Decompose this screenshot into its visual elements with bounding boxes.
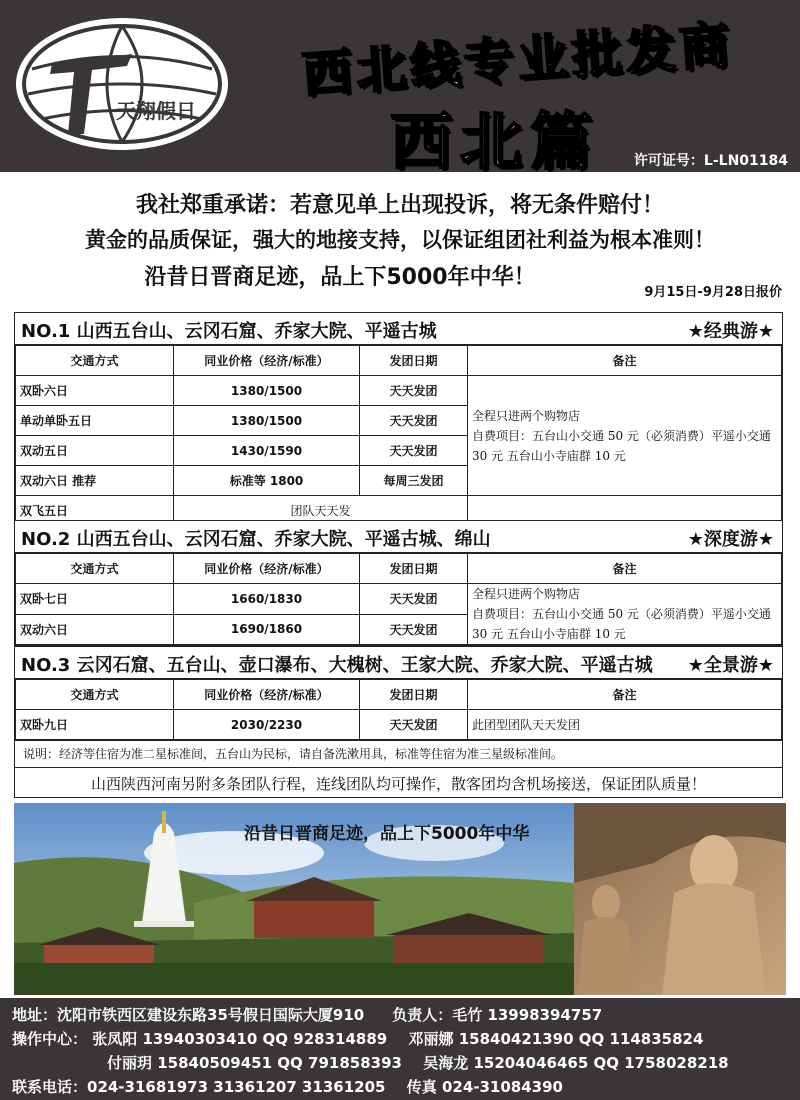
cell-price: 1430/1590	[174, 436, 360, 466]
manager-contact: 负责人：毛竹 13998394757	[392, 1006, 603, 1024]
explanation-note: 说明：经济等住宿为准二星标准间，五台山为民标，请自备洗漱用具，标准等住宿为准三星级标准间。	[14, 738, 783, 768]
cell-date: 天天发团	[360, 710, 468, 740]
route-3-tag: ★全景游★	[687, 655, 774, 676]
table-header-row	[16, 554, 782, 584]
cell-date: 天天发团	[360, 436, 468, 466]
cell-price: 标准等 1800	[174, 466, 360, 496]
col-date: 发团日期	[360, 554, 468, 584]
table-header-row	[16, 346, 782, 376]
cell-date: 天天发团	[360, 376, 468, 406]
ops-phone: 15204046465	[473, 1054, 589, 1072]
cell-price: 团队天天发	[174, 496, 468, 526]
footer-ops-row-1	[12, 1028, 703, 1049]
footer-contacts	[0, 998, 800, 1100]
cell-price: 1690/1860	[174, 614, 360, 645]
ops-name: 邓丽娜	[408, 1030, 454, 1048]
note-extra-fees: 自费项目：五台山小交通 50 元（必须消费）平遥小交通 30 元 五台山小寺庙群 10 元	[472, 607, 771, 641]
cell-note	[468, 376, 782, 496]
tel-numbers: 联系电话：024-31681973 31361207 31361205	[12, 1078, 386, 1096]
ops-qq: QQ 1758028218	[593, 1054, 729, 1072]
col-transport: 交通方式	[16, 346, 174, 376]
cell-price: 1660/1830	[174, 584, 360, 615]
photo-caption: 沿昔日晋商足迹，品上下5000年中华	[244, 824, 530, 844]
note-extra-fees: 自费项目：五台山小交通 50 元（必须消费）平遥小交通 30 元 五台山小寺庙群 10 元	[472, 428, 771, 463]
ops-name: 付丽玥	[107, 1054, 153, 1072]
header-title-line2: 西北篇	[390, 105, 601, 178]
table-row	[16, 710, 782, 740]
route-1-tag: ★经典游★	[687, 321, 774, 342]
header-title-line1: 西北线专业批发商	[300, 15, 736, 104]
note-shopping: 全程只进两个购物店	[472, 587, 581, 601]
route-1	[14, 312, 783, 527]
route-2-table	[15, 553, 782, 645]
route-1-header	[15, 313, 782, 345]
cell-date: 天天发团	[360, 584, 468, 615]
footer-tel-row	[12, 1076, 563, 1097]
col-transport: 交通方式	[16, 554, 174, 584]
cell-note: 此团型团队天天发团	[468, 710, 782, 740]
ops-qq: QQ 114835824	[578, 1030, 704, 1048]
route-3-header	[15, 647, 782, 679]
ops-phone: 15840421390	[458, 1030, 574, 1048]
globe-logo-icon	[12, 14, 232, 154]
address: 地址：沈阳市铁西区建设东路35号假日国际大厦910	[12, 1006, 365, 1024]
cell-price: 1380/1500	[174, 406, 360, 436]
ops-name: 吴海龙	[423, 1054, 469, 1072]
fax-number: 传真 024-31084390	[406, 1078, 563, 1096]
col-date: 发团日期	[360, 346, 468, 376]
cell-transport: 双飞五日	[16, 496, 174, 526]
cell-date: 天天发团	[360, 406, 468, 436]
footer-ops-row-2	[107, 1052, 729, 1073]
cell-transport: 双卧七日	[16, 584, 174, 615]
quote-date: 9月15日-9月28日报价	[644, 285, 782, 300]
cell-transport: 双动六日 推荐	[16, 466, 174, 496]
cell-transport: 双卧九日	[16, 710, 174, 740]
table-header-row	[16, 680, 782, 710]
col-note: 备注	[468, 554, 782, 584]
ops-qq: QQ 928314889	[262, 1030, 388, 1048]
route-3-name: NO.3 云冈石窟、五台山、壶口瀑布、大槐树、王家大院、乔家大院、平遥古城	[21, 655, 653, 676]
footer-address-row	[12, 1004, 602, 1025]
cell-transport: 单动单卧五日	[16, 406, 174, 436]
svg-text:天翔假日: 天翔假日	[116, 99, 196, 123]
ops-phone: 15840509451	[157, 1054, 273, 1072]
route-2	[14, 520, 783, 646]
scenery-photo	[14, 803, 786, 995]
ops-qq: QQ 791858393	[277, 1054, 402, 1072]
cell-date: 天天发团	[360, 614, 468, 645]
route-3	[14, 646, 783, 741]
ops-label: 操作中心：	[12, 1030, 88, 1048]
header-band	[0, 0, 800, 178]
slogan-promise: 我社郑重承诺：若意见单上出现投诉，将无条件赔付！	[135, 193, 664, 218]
cell-date: 每周三发团	[360, 466, 468, 496]
slogan-quality: 黄金的品质保证，强大的地接支持，以保证组团社利益为根本准则！	[85, 228, 715, 252]
col-price: 同业价格（经济/标准）	[174, 346, 360, 376]
col-date: 发团日期	[360, 680, 468, 710]
slogan-heritage: 沿昔日晋商足迹，品上下5000年中华！	[144, 265, 536, 290]
route-1-table	[15, 345, 782, 526]
cell-price: 1380/1500	[174, 376, 360, 406]
table-row	[16, 376, 782, 406]
license-number: 许可证号：L-LN01184	[633, 153, 788, 169]
col-note: 备注	[468, 680, 782, 710]
table-row	[16, 584, 782, 615]
route-2-name: NO.2 山西五台山、云冈石窟、乔家大院、平遥古城、绵山	[21, 529, 491, 550]
cell-transport: 双动六日	[16, 614, 174, 645]
route-3-table	[15, 679, 782, 740]
route-1-name: NO.1 山西五台山、云冈石窟、乔家大院、平遥古城	[21, 321, 437, 342]
col-note: 备注	[468, 346, 782, 376]
cell-price: 2030/2230	[174, 710, 360, 740]
ops-phone: 13940303410	[142, 1030, 258, 1048]
note-shopping: 全程只进两个购物店	[472, 408, 581, 423]
cell-note	[468, 584, 782, 645]
route-2-tag: ★深度游★	[687, 529, 774, 550]
col-price: 同业价格（经济/标准）	[174, 680, 360, 710]
col-price: 同业价格（经济/标准）	[174, 554, 360, 584]
col-transport: 交通方式	[16, 680, 174, 710]
more-routes-note: 山西陕西河南另附多条团队行程，连线团队均可操作，散客团均含机场接送，保证团队质量！	[14, 768, 783, 798]
route-2-header	[15, 521, 782, 553]
cell-transport: 双动五日	[16, 436, 174, 466]
cell-transport: 双卧六日	[16, 376, 174, 406]
ops-name: 张凤阳	[92, 1030, 138, 1048]
